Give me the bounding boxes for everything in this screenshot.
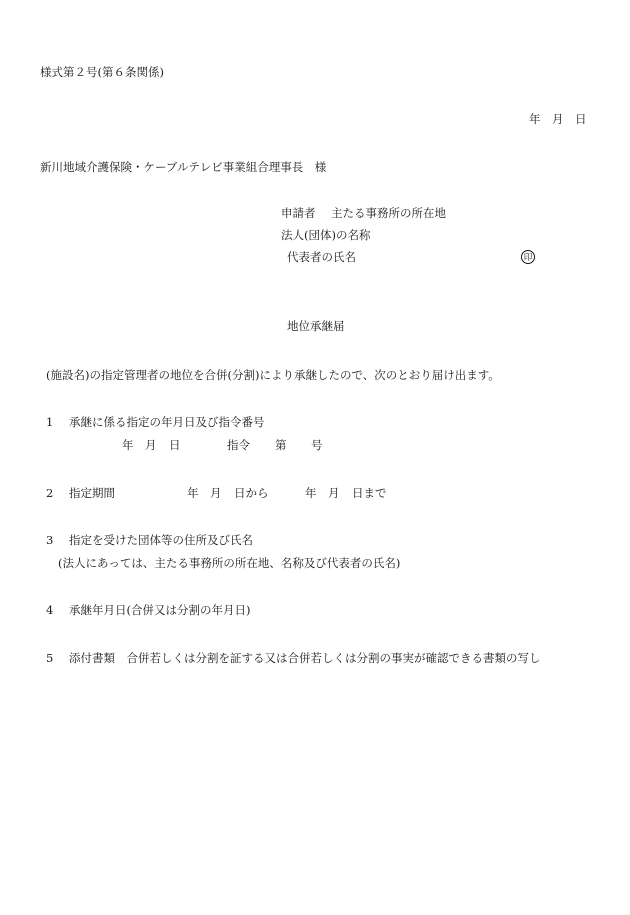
applicant-name-label: 法人(団体)の名称 (281, 228, 371, 242)
item-number: 2 (46, 486, 54, 500)
item-2-from-year: 年 (187, 486, 199, 500)
item-number: 5 (46, 651, 54, 665)
form-number: 様式第２号(第６条関係) (40, 65, 164, 79)
date-month: 月 (552, 112, 564, 126)
document-title: 地位承継届 (287, 319, 345, 333)
item-text: 指定を受けた団体等の住所及び氏名 (69, 533, 253, 547)
applicant-address-label: 主たる事務所の所在地 (331, 206, 446, 220)
item-2-to-year: 年 (305, 486, 317, 500)
item-number: 1 (46, 415, 54, 429)
item-1-month: 月 (145, 438, 157, 452)
seal-mark: 印 (521, 250, 535, 264)
item-2-from-day: 日から (234, 486, 269, 500)
item-number: 4 (46, 603, 54, 617)
item-text: 承継に係る指定の年月日及び指令番号 (69, 415, 265, 429)
date-day: 日 (575, 112, 587, 126)
item-number: 3 (46, 533, 54, 547)
item-2-to-day: 日まで (352, 486, 387, 500)
item-2-from-month: 月 (210, 486, 222, 500)
item-1-dai: 第 (275, 438, 287, 452)
intro-text: (施設名)の指定管理者の地位を合併(分割)により承継したので、次のとおり届け出ます。 (46, 368, 500, 382)
item-text: 承継年月日(合併又は分割の年月日) (69, 603, 251, 617)
item-2-to-month: 月 (328, 486, 340, 500)
item-1-order: 指令 (227, 438, 250, 452)
applicant-representative-label: 代表者の氏名 (287, 250, 356, 264)
addressee: 新川地域介護保険・ケーブルテレビ事業組合理事長 様 (40, 160, 327, 174)
item-1-go: 号 (311, 438, 323, 452)
item-text: 指定期間 (69, 486, 115, 500)
date-year: 年 (529, 112, 541, 126)
item-3-note: (法人にあっては、主たる事務所の所在地、名称及び代表者の氏名) (58, 556, 401, 570)
item-text: 添付書類 合併若しくは分割を証する又は合併若しくは分割の事実が確認できる書類の写し (69, 651, 541, 665)
applicant-label: 申請者 (281, 206, 316, 220)
item-1-day: 日 (169, 438, 181, 452)
item-1-year: 年 (122, 438, 134, 452)
